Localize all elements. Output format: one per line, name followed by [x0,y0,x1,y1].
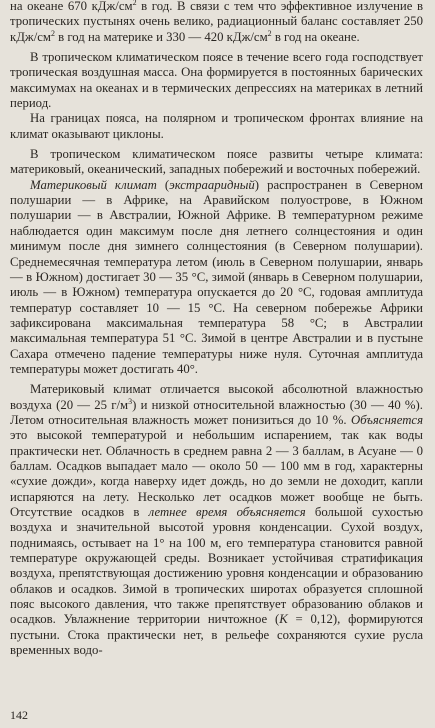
paragraph-continental-climate: Материковый климат (экстрааридный) распространен в Северном полушарии — в Африке, на Аравийском полуострове, в Южном полушарии — в Австралии, Южной Африке. В температурном режиме наблюдается один максимум после дня летнего солнцестояния и один минимум после дня зимнего солнцестояния (в Северном полушарии). Среднемесячная температура летом (июль в Северном полушарии, январь — в Южном) достигает 30 — 35 °С, зимой (январь в Северном полушарии, июль — в Южном) температура опускается до 20 °С, годовая амплитуда температур составляет 10 — 15 °С. На северном побережье Африки зафиксирована максимальная температура 58 °С; в Австралии максимальная температура 51 °С. Зимой в центре Австралии и в пустыне Сахара отмечено падение температуры ниже нуля. Суточная амплитуда температуры может достигать 40°. [10,177,423,376]
paragraph-radiation-balance: на океане 670 кДж/$см^2$ в год. В связи с тем что эффективное излучение в тропических пустынях очень велико, радиационный баланс составляет 250 кДж/$см^2$ в год на материке и 330 — 420 кДж/$см^2$ в год на океане. [10,0,423,44]
paragraph-air-mass: В тропическом климатическом поясе в течение всего года господствует тропическая воздушная масса. Она формируется в постоянных барических максимумах на океанах и в термических депрессиях на материках в летний период. [10,50,423,111]
paragraph-four-climates: В тропическом климатическом поясе развиты четыре климата: материковый, океанический, западных побережий и восточных побережий. [10,147,423,177]
page-text [10,0,423,658]
paragraph-humidity: Материковый климат отличается высокой абсолютной влажностью воздуха (20 — 25 $г/м^3$) и низкой относительной влажностью (30 — 40 %). Летом относительная влажность может понизиться до 10 %. Объясняется это высокой температурой и небольшим испарением, так как воды практически нет. Облачность в среднем равна 2 — 3 баллам, в Асуане — 0 баллам. Осадков выпадает мало — около 50 — 100 мм в год, характерны «сухие дожди», когда наверху идет дождь, но до земли не доходит, капли испаряются на лету. Несколько лет осадков может вообще не быть. Отсутствие осадков в летнее время объясняется большой сухостью воздуха и значительной высотой уровня конденсации. Сухой воздух, поднимаясь, остывает на 1° на 100 м, его температура становится равной температуре окружающей среды. Возникает устойчивая стратификация воздуха, препятствующая достижению уровня конденсации и образованию облаков и осадков. Зимой в тропических широтах образуется сплошной пояс высокого давления, что также препятствует образованию облаков и осадков. Увлажнение территории ничтожное (K = 0,12), формируются пустыни. Стока практически нет, в рельефе сохраняются сухие русла временных водо- [10,382,423,658]
page-number: 142 [10,708,28,722]
paragraph-cyclones: На границах пояса, на полярном и тропическом фронтах влияние на климат оказывают циклоны. [10,111,423,141]
